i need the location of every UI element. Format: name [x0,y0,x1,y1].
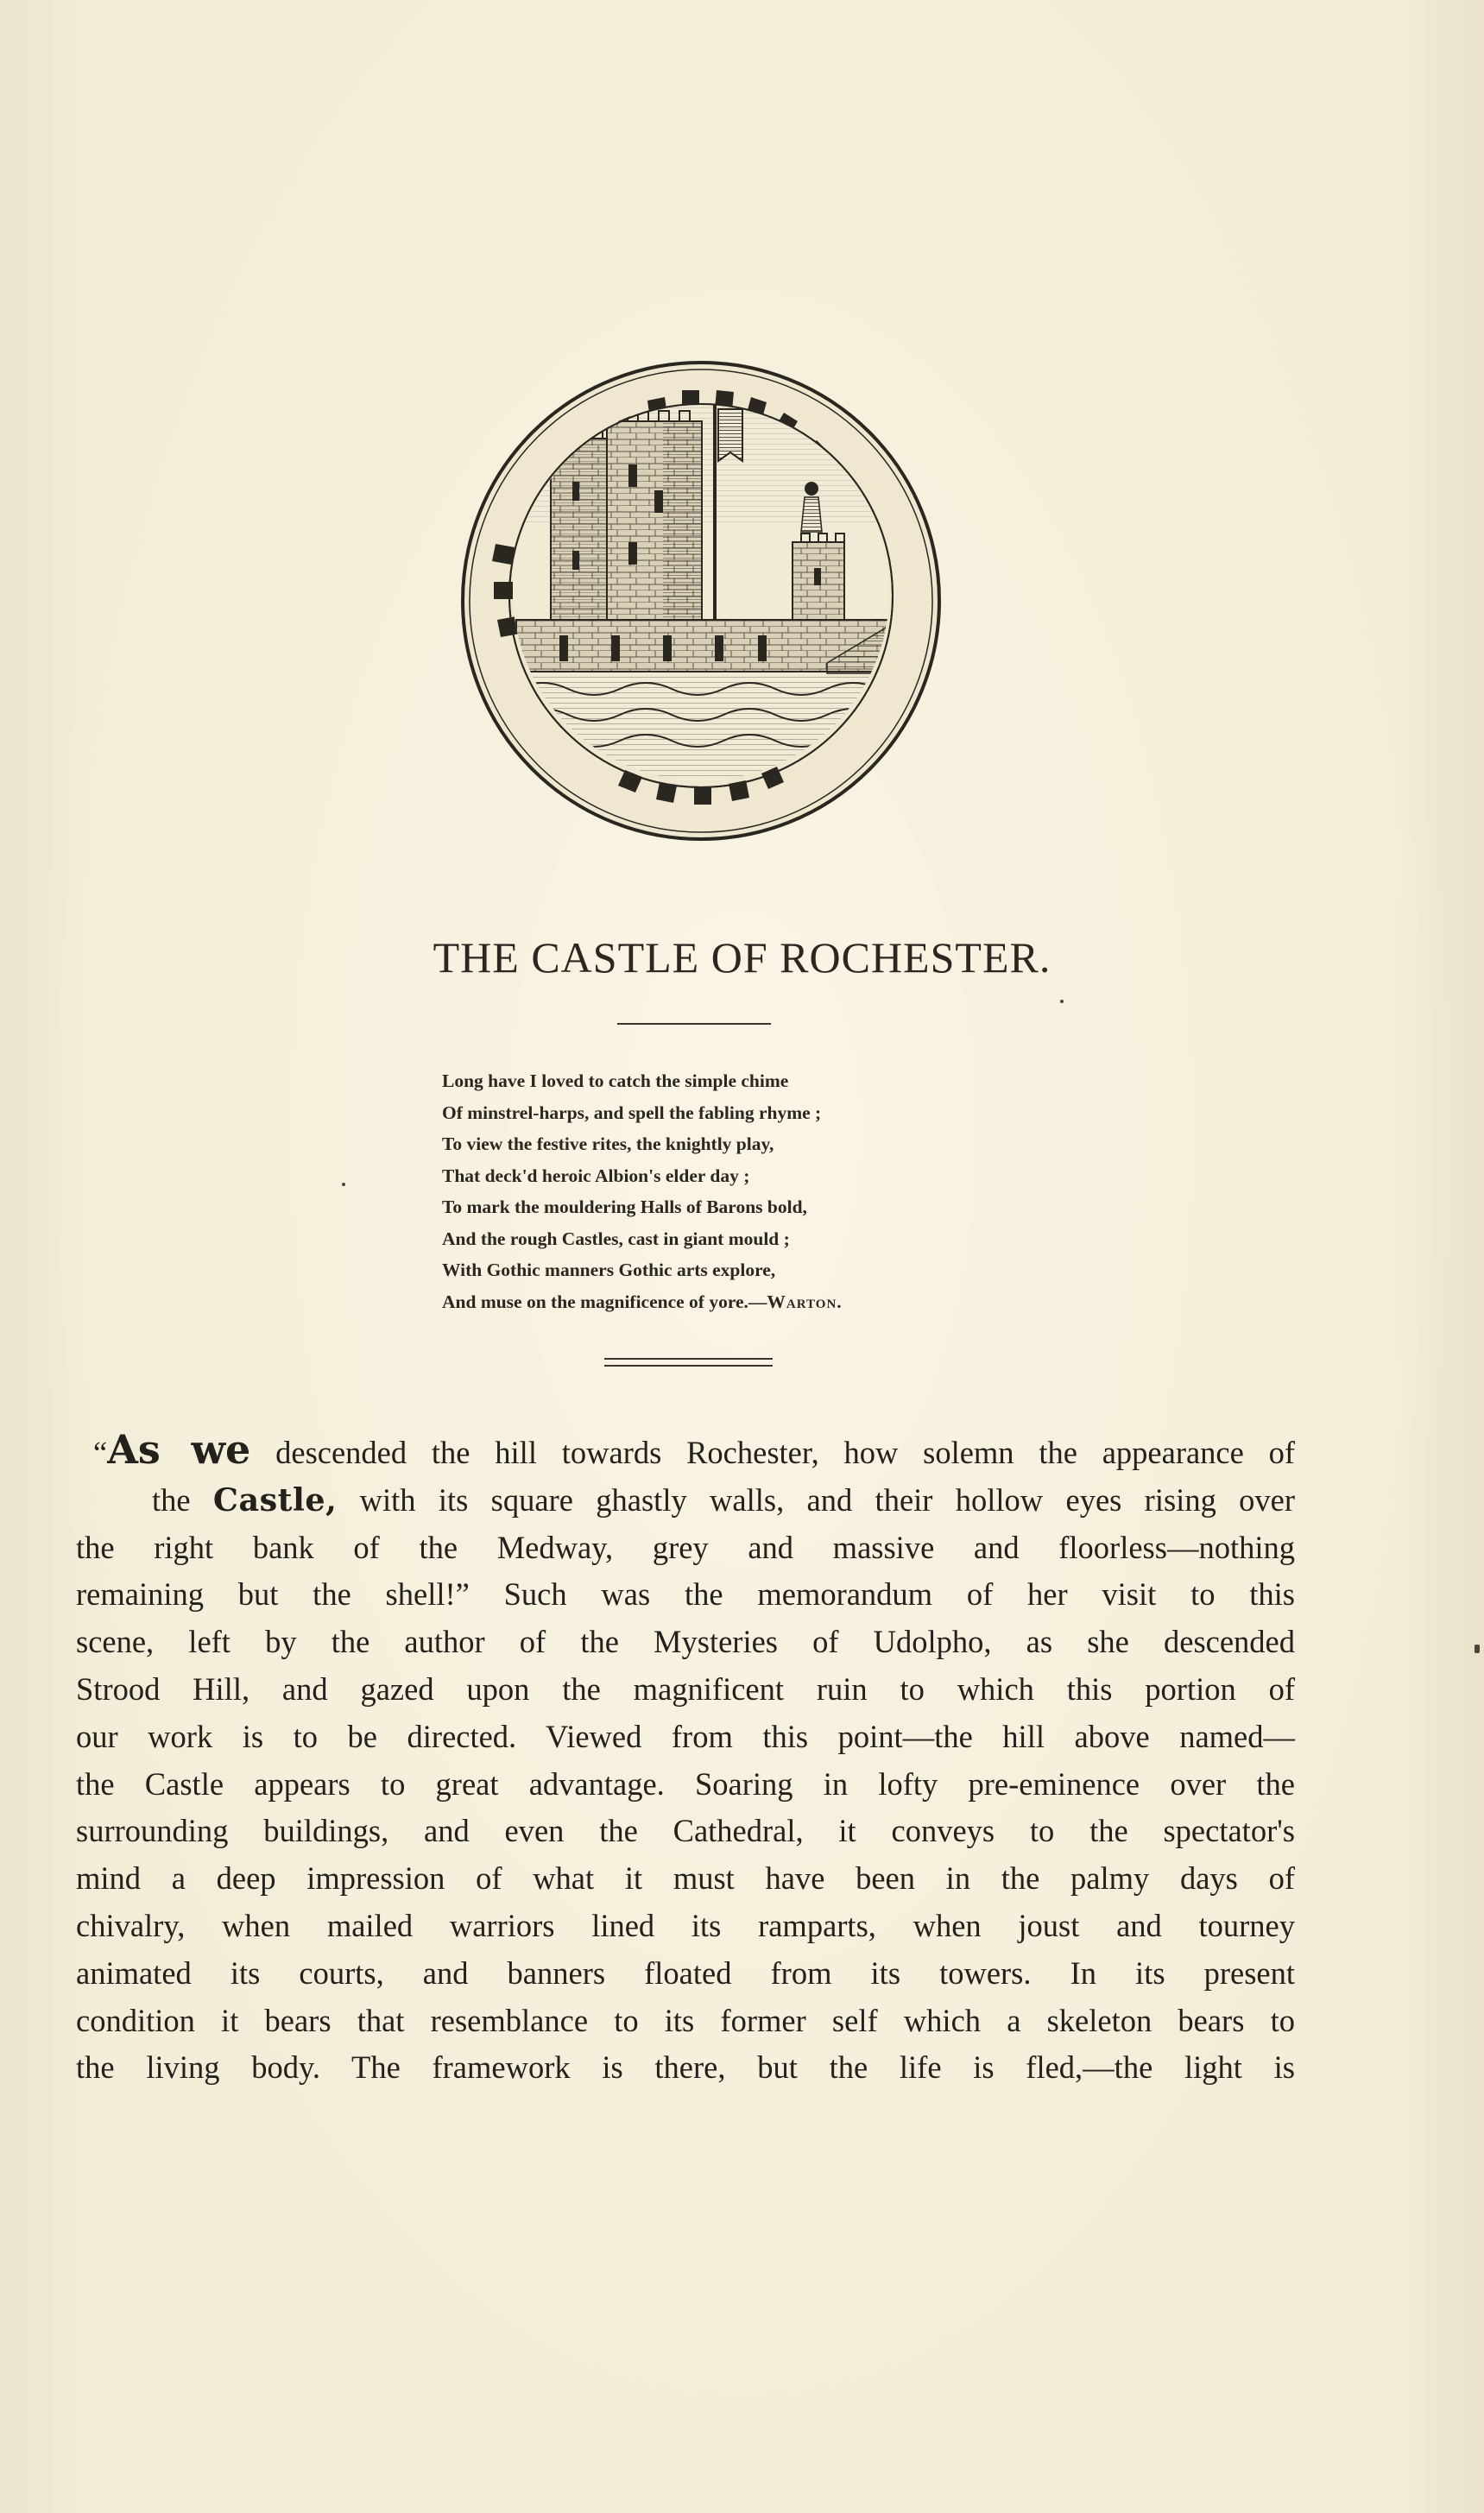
double-rule-top [604,1358,773,1360]
double-rule-bottom [604,1365,773,1367]
verse-line: Of minstrel-harps, and spell the fabling rhyme ; [442,1102,822,1123]
verse-line-last [442,1286,1046,1318]
castle-blackletter: Castle, [212,1481,338,1519]
body-line: scene, left by the author of the Mysteries of Udolpho, as she descended [76,1624,1295,1660]
body-line-text: with its square ghastly walls, and their hollow eyes rising over [337,1481,1295,1518]
chapter-title: THE CASTLE OF ROCHESTER. [433,933,1051,982]
verse-line-text: And muse on the magnificence of yore.— [442,1291,767,1312]
body-line: surrounding buildings, and even the Cathedral, it conveys to the spectator's [76,1813,1295,1849]
epigraph-verse [442,1065,1046,1317]
verse-line: To mark the mouldering Halls of Barons bold, [442,1197,807,1217]
body-line-1 [76,1426,1295,1477]
body-line: Strood Hill, and gazed upon the magnificent ruin to which this portion of [76,1670,1295,1707]
dropcap-initial: As we [107,1426,251,1473]
body-line: mind a deep impression of what it must have been in the palmy days of [76,1860,1295,1897]
print-speck [1060,1000,1064,1003]
body-line: animated its courts, and banners floated from its towers. In its present [76,1954,1295,1991]
body-line: condition it bears that resemblance to its former self which a skeleton bears to [76,2002,1295,2038]
body-line-prefix: the [152,1481,213,1518]
body-line: remaining but the shell!” Such was the memorandum of her visit to this [76,1576,1295,1613]
verse-line: To view the festive rites, the knightly play, [442,1133,774,1154]
print-speck [342,1183,345,1186]
body-line-2 [76,1477,1295,1525]
body-line: the right bank of the Medway, grey and massive and floorless—nothing [76,1529,1295,1565]
body-line-text: descended the hill towards Rochester, how solemn the appearance of [250,1435,1296,1470]
verse-line: And the rough Castles, cast in giant mould ; [442,1228,790,1249]
body-line: chivalry, when mailed warriors lined its ramparts, when joust and tourney [76,1907,1295,1943]
verse-line: That deck'd heroic Albion's elder day ; [442,1165,750,1186]
rochester-seal-engraving [456,361,946,844]
body-line: the living body. The framework is there, but the life is fled,—the light is [76,2049,1295,2086]
opening-quote: “ [93,1435,108,1470]
body-line: the Castle appears to great advantage. Soaring in lofty pre-eminence over the [76,1765,1295,1802]
verse-line: Long have I loved to catch the simple chime [442,1070,789,1091]
body-line: our work is to be directed. Viewed from this point—the hill above named— [76,1718,1295,1754]
print-speck [1475,1645,1480,1653]
verse-line: With Gothic manners Gothic arts explore, [442,1260,776,1280]
seal-illustration [456,361,946,844]
verse-author: Warton. [767,1291,843,1312]
title-divider [617,1023,771,1025]
body-paragraph [76,1426,1295,2092]
